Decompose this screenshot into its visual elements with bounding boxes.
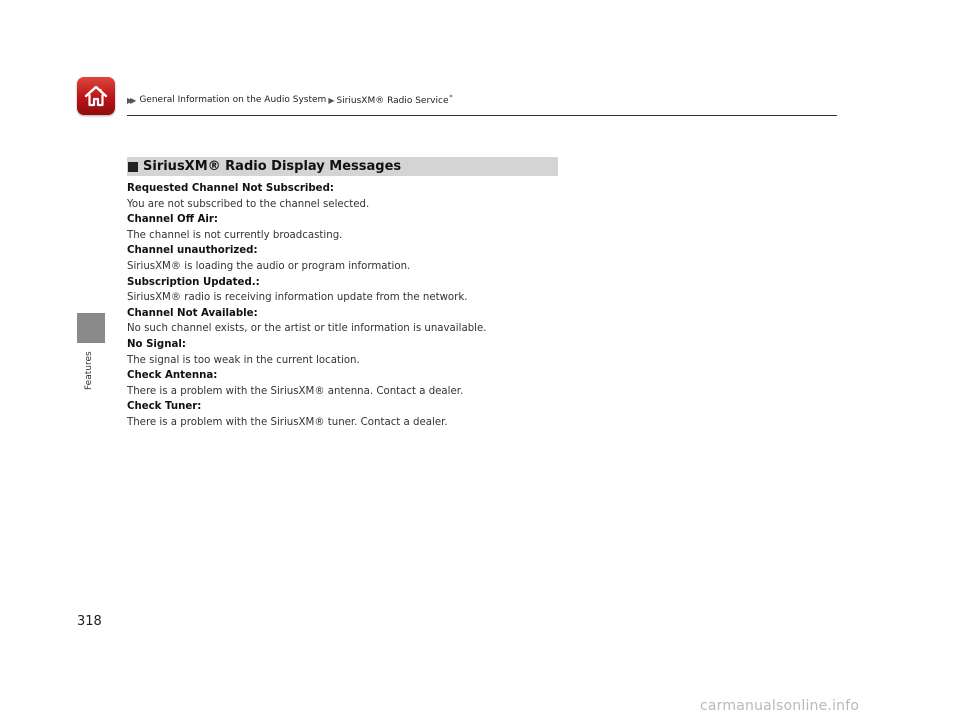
page-number: 318 (77, 614, 102, 629)
message-item (127, 275, 627, 306)
message-item (127, 399, 627, 430)
option-marker: * (449, 94, 453, 101)
home-button[interactable] (77, 77, 115, 115)
side-tab-features[interactable] (77, 313, 105, 343)
message-description: No such channel exists, or the artist or title information is unavailable. (127, 323, 487, 335)
section-bullet-icon (128, 162, 138, 172)
message-item (127, 306, 627, 337)
breadcrumb (127, 94, 452, 106)
message-label: No Signal: (127, 338, 186, 350)
message-label: Check Tuner: (127, 401, 202, 413)
message-description: The signal is too weak in the current location. (127, 354, 360, 366)
message-item (127, 181, 627, 212)
breadcrumb-current: SiriusXM® Radio Service* (336, 94, 453, 106)
breadcrumb-arrow-icon: ▶▶ (127, 95, 134, 105)
home-icon (83, 83, 109, 109)
message-label: Subscription Updated.: (127, 276, 260, 288)
watermark: carmanualsonline.info (700, 698, 860, 714)
message-label: Requested Channel Not Subscribed: (127, 183, 334, 194)
breadcrumb-parent-link[interactable]: General Information on the Audio System (139, 95, 327, 105)
message-label: Check Antenna: (127, 370, 218, 382)
message-label: Channel unauthorized: (127, 245, 258, 257)
side-tab-label: Features (84, 351, 94, 390)
message-label: Channel Off Air: (127, 214, 218, 226)
message-description: SiriusXM® radio is receiving information update from the network. (127, 292, 468, 304)
message-item (127, 337, 627, 368)
message-item (127, 243, 627, 274)
message-description: There is a problem with the SiriusXM® antenna. Contact a dealer. (127, 385, 464, 397)
message-description: There is a problem with the SiriusXM® tuner. Contact a dealer. (127, 416, 448, 428)
message-item (127, 368, 627, 399)
header-divider (127, 115, 837, 116)
message-description: You are not subscribed to the channel selected. (127, 198, 370, 210)
message-description: SiriusXM® is loading the audio or program information. (127, 260, 411, 272)
section-header (127, 157, 558, 176)
message-description: The channel is not currently broadcasting. (127, 229, 343, 241)
section-title: SiriusXM® Radio Display Messages (143, 159, 402, 174)
message-list (127, 181, 627, 431)
message-item (127, 212, 627, 243)
breadcrumb-separator-icon: ▶ (328, 95, 335, 105)
message-label: Channel Not Available: (127, 307, 258, 319)
